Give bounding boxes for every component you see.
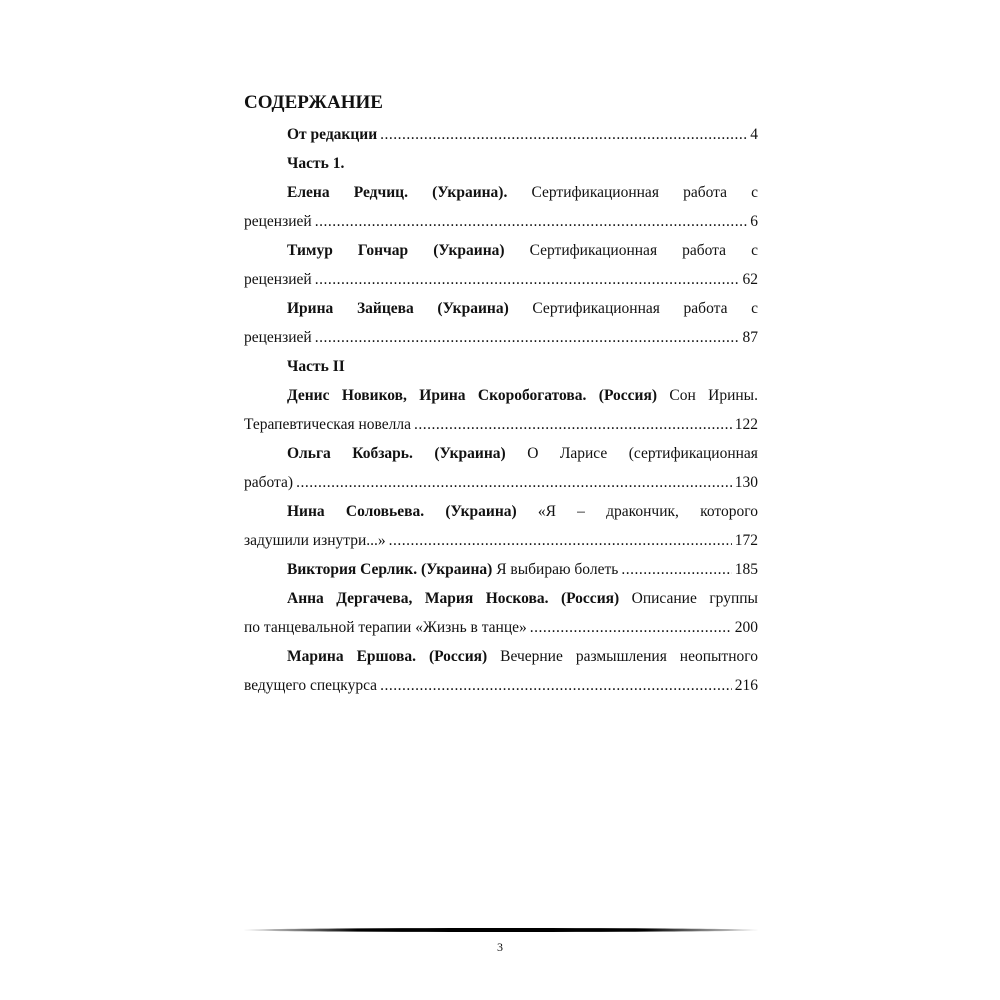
entry-first-line <box>244 642 758 671</box>
section-heading <box>244 149 758 178</box>
entry-title-word: группы <box>709 590 758 607</box>
entry-title-continuation: ведущего спецкурса <box>244 677 378 694</box>
entry-leader-line <box>244 265 758 294</box>
entry-leader-line <box>244 468 758 497</box>
toc-entries <box>244 120 758 700</box>
entry-author-word: (Украина) <box>433 242 505 259</box>
toc-entry <box>244 352 758 381</box>
entry-author-word: Гончар <box>357 242 409 259</box>
entry-title-word: Вечерние <box>500 648 563 665</box>
entry-title-word: размышления <box>575 648 667 665</box>
entry-author-word: Елена <box>287 184 330 201</box>
entry-title-word: с <box>751 242 758 259</box>
page-number: 3 <box>497 940 503 954</box>
entry-title-word: (сертификационная <box>628 445 758 462</box>
toc-entry <box>244 178 758 236</box>
entry-page-number: 200 <box>734 619 758 636</box>
entry-author-word: Мария <box>424 590 474 607</box>
entry-author-word: Редчиц. <box>353 184 408 201</box>
entry-first-line <box>244 236 758 265</box>
toc-entry <box>244 120 758 149</box>
toc-entry <box>244 497 758 555</box>
dot-leader <box>530 613 732 642</box>
dot-leader <box>296 468 732 497</box>
entry-title-word: работа <box>682 242 727 259</box>
entry-author-word: (Украина) <box>445 503 517 520</box>
entry-author-word: Нина <box>287 503 325 520</box>
entry-author-word: Зайцева <box>356 300 414 317</box>
toc-entry <box>244 236 758 294</box>
entry-page-number: 122 <box>734 416 758 433</box>
entry-title-continuation: задушили изнутри...» <box>244 532 386 549</box>
dot-leader <box>389 526 732 555</box>
entry-leader-line <box>244 526 758 555</box>
dot-leader <box>414 410 732 439</box>
entry-first-line <box>244 381 758 410</box>
entry-author-word: Анна <box>287 590 324 607</box>
entry-author-word: Ирина <box>287 300 334 317</box>
toc-title: СОДЕРЖАНИЕ <box>244 92 383 113</box>
entry-author-word: (Украина) <box>437 300 509 317</box>
entry-author-word: (Россия) <box>428 648 488 665</box>
entry-author-word: Ирина <box>419 387 466 404</box>
entry-page-number: 62 <box>742 271 758 288</box>
entry-title-continuation: работа) <box>244 474 294 491</box>
entry-leader-line <box>244 671 758 700</box>
dot-leader <box>315 207 748 236</box>
entry-author-word: Ершова. <box>356 648 416 665</box>
entry-author-word: Кобзарь. <box>352 445 413 462</box>
entry-leader-line <box>244 207 758 236</box>
entry-page-number: 172 <box>734 532 758 549</box>
entry-title-continuation: Терапевтическая новелла <box>244 416 411 433</box>
entry-title-continuation: по танцевальной терапии «Жизнь в танце» <box>244 619 527 636</box>
toc-entry <box>244 381 758 439</box>
entry-author-word: Соловьева. <box>345 503 425 520</box>
entry-author-word: Тимур <box>287 242 333 259</box>
entry-leader-line <box>244 555 758 584</box>
entry-title-word: работа <box>683 184 727 201</box>
entry-title-word: Описание <box>631 590 697 607</box>
section-heading-label: Часть II <box>287 358 345 375</box>
entry-title-word: Сертификационная <box>531 184 659 201</box>
entry-author-word: (Украина). <box>432 184 508 201</box>
toc-entry <box>244 149 758 178</box>
toc-entry <box>244 439 758 497</box>
entry-first-line <box>244 178 758 207</box>
dot-leader <box>621 555 731 584</box>
entry-author-word: Дергачева, <box>336 590 413 607</box>
entry-first-line <box>244 439 758 468</box>
entry-title-word: «Я <box>537 503 556 520</box>
entry-leader-line <box>244 410 758 439</box>
entry-page-number: 130 <box>734 474 758 491</box>
entry-author-word: Новиков, <box>341 387 407 404</box>
entry-title-word: Ирины. <box>708 387 758 404</box>
entry-page-number: 216 <box>734 677 758 694</box>
entry-author-word: Денис <box>287 387 330 404</box>
entry-author-word: Марина <box>287 648 344 665</box>
toc-entry <box>244 294 758 352</box>
entry-first-line <box>244 584 758 613</box>
entry-author-word: Ольга <box>287 445 331 462</box>
dot-leader <box>315 323 740 352</box>
toc-entry <box>244 584 758 642</box>
entry-title-word: которого <box>700 503 758 520</box>
entry-page-number: 87 <box>742 329 758 346</box>
entry-title-word: с <box>751 184 758 201</box>
footer-rule <box>244 928 758 932</box>
entry-title-word: Сертификационная <box>532 300 660 317</box>
entry-title-word: неопытного <box>679 648 758 665</box>
entry-heading: Виктория Серлик. (Украина) <box>287 561 493 578</box>
entry-first-line <box>244 294 758 323</box>
entry-author-word: Носкова. <box>485 590 549 607</box>
entry-leader-line <box>244 120 758 149</box>
entry-leader-line <box>244 613 758 642</box>
dot-leader <box>380 671 732 700</box>
toc-entry <box>244 642 758 700</box>
entry-author-word: (Россия) <box>598 387 658 404</box>
entry-title-continuation: рецензией <box>244 271 312 288</box>
entry-title-continuation: рецензией <box>244 213 312 230</box>
entry-page-number: 4 <box>750 126 758 143</box>
toc-entry <box>244 555 758 584</box>
entry-title-word: Сон <box>669 387 696 404</box>
entry-title-word: О <box>527 445 539 462</box>
entry-author-word: Скоробогатова. <box>477 387 587 404</box>
dot-leader <box>380 120 747 149</box>
dot-leader <box>315 265 740 294</box>
entry-title-word: – <box>577 503 585 520</box>
entry-title-word: дракончик, <box>606 503 679 520</box>
entry-title-continuation: рецензией <box>244 329 312 346</box>
entry-first-line <box>244 497 758 526</box>
entry-title-word: с <box>751 300 758 317</box>
entry-title-word: Ларисе <box>559 445 608 462</box>
section-heading <box>244 352 758 381</box>
entry-title-word: Сертификационная <box>529 242 658 259</box>
section-heading-label: Часть 1. <box>287 155 345 172</box>
entry-page-number: 6 <box>750 213 758 230</box>
entry-heading: От редакции <box>287 126 378 143</box>
entry-page-number: 185 <box>734 561 758 578</box>
entry-leader-line <box>244 323 758 352</box>
entry-author-word: (Украина) <box>434 445 506 462</box>
entry-title: Я выбираю болеть <box>496 561 619 578</box>
table-of-contents <box>244 88 758 700</box>
entry-title-word: работа <box>683 300 728 317</box>
entry-author-word: (Россия) <box>560 590 620 607</box>
